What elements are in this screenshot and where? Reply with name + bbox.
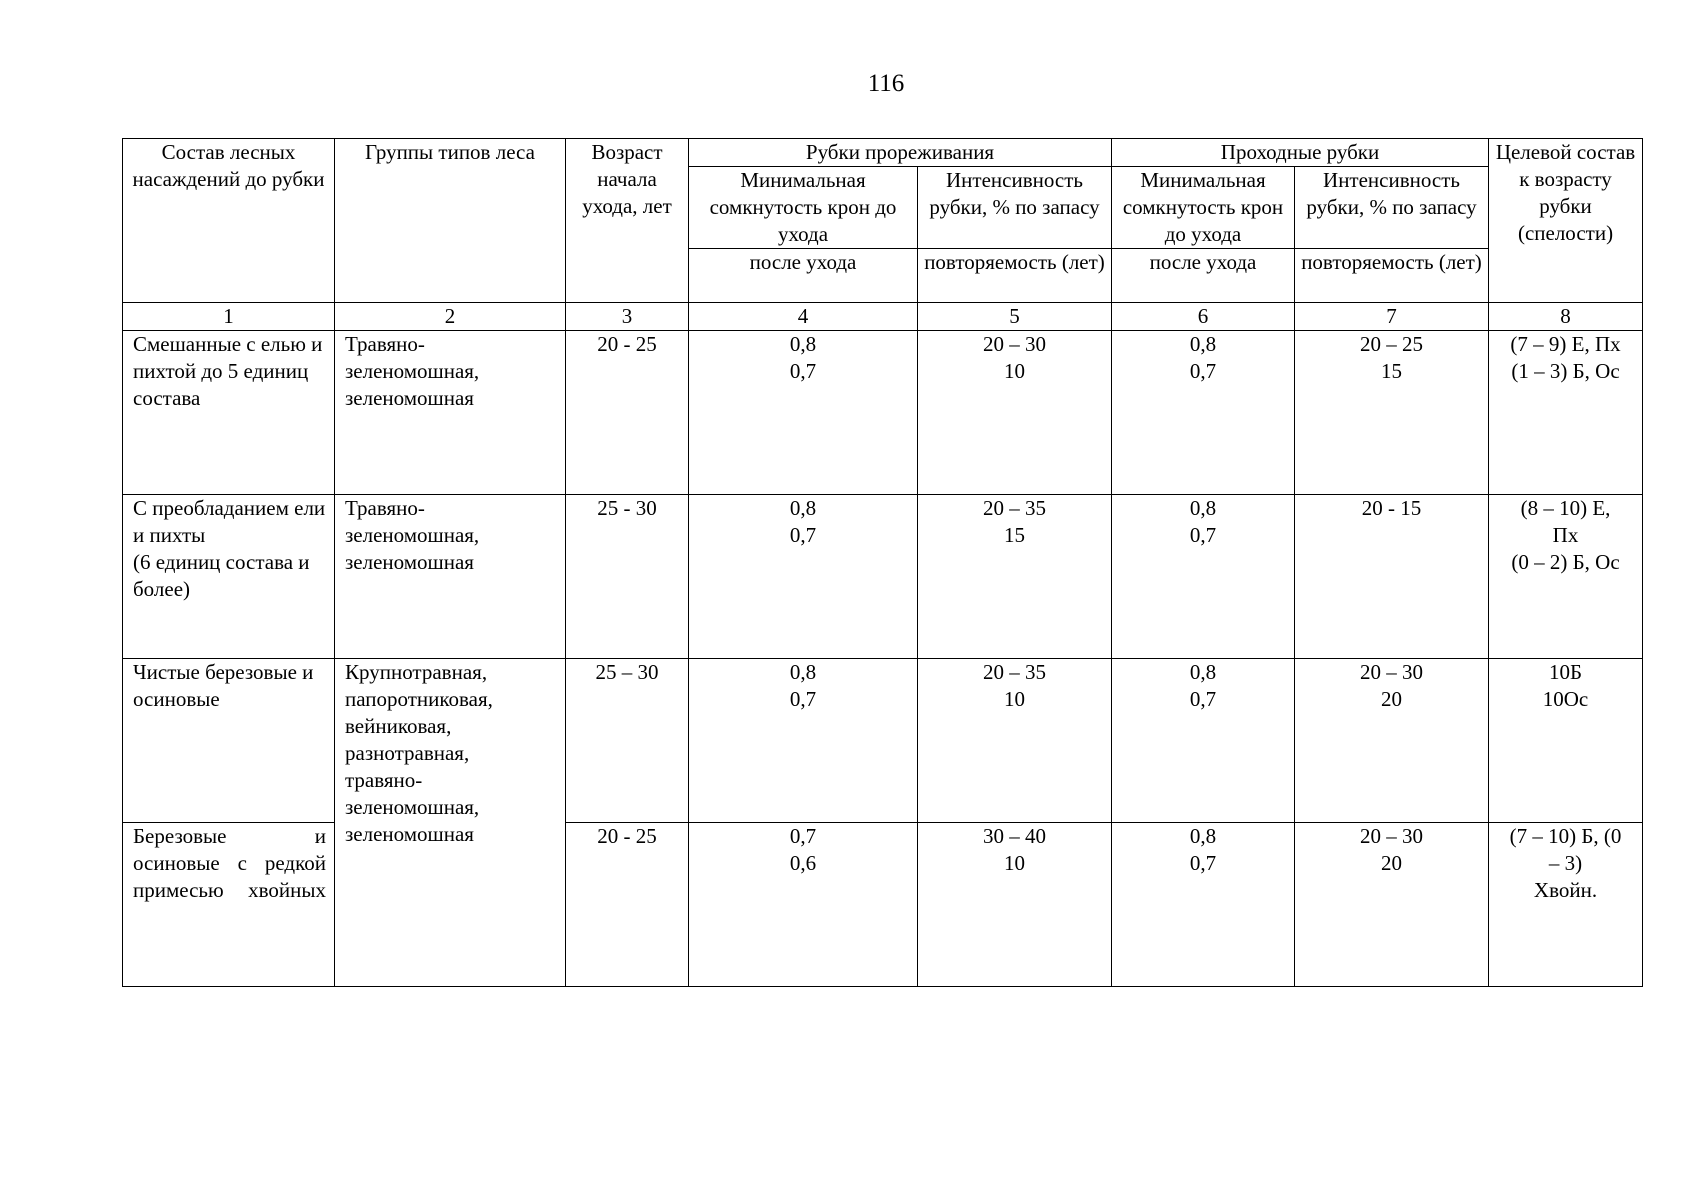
cell-age: 25 – 30: [566, 659, 689, 823]
cell-pass-intensity: 20 – 30 20: [1295, 659, 1489, 823]
forest-care-table: [122, 138, 1643, 987]
header-min-density: Минимальная сомкнутость крон до ухода: [689, 167, 918, 249]
column-number: 1: [123, 303, 335, 331]
header-composition: Состав лесных насаждений до рубки: [123, 139, 335, 303]
column-number: 6: [1112, 303, 1295, 331]
cell-pass-density: 0,8 0,7: [1112, 823, 1295, 987]
cell-pass-density: 0,8 0,7: [1112, 331, 1295, 495]
header-target-composition: Целевой состав к возрасту рубки (спелости): [1489, 139, 1643, 303]
cell-thin-intensity: 30 – 40 10: [918, 823, 1112, 987]
cell-composition: Смешанные с елью и пихтой до 5 единиц состава: [123, 331, 335, 495]
cell-composition: Березовые и осиновые с редкой примесью хвойных: [123, 823, 335, 987]
cell-age: 25 - 30: [566, 495, 689, 659]
cell-thin-intensity: 20 – 30 10: [918, 331, 1112, 495]
column-number: 2: [335, 303, 566, 331]
column-number: 4: [689, 303, 918, 331]
cell-thin-intensity: 20 – 35 10: [918, 659, 1112, 823]
cell-thin-density: 0,8 0,7: [689, 659, 918, 823]
header-passing-cuts: Проходные рубки: [1112, 139, 1489, 167]
cell-thin-intensity: 20 – 35 15: [918, 495, 1112, 659]
header-repeat: повторяемость (лет): [918, 249, 1112, 303]
cell-composition: С преобладанием ели и пихты (6 единиц состава и более): [123, 495, 335, 659]
table-row: [123, 659, 1643, 823]
header-intensity-passing: Интенсивность рубки, % по запасу: [1295, 167, 1489, 249]
cell-age: 20 - 25: [566, 331, 689, 495]
column-number: 5: [918, 303, 1112, 331]
column-number: 3: [566, 303, 689, 331]
cell-pass-intensity: 20 – 30 20: [1295, 823, 1489, 987]
column-number: 7: [1295, 303, 1489, 331]
cell-pass-density: 0,8 0,7: [1112, 495, 1295, 659]
cell-pass-density: 0,8 0,7: [1112, 659, 1295, 823]
cell-composition: Чистые березовые и осиновые: [123, 659, 335, 823]
cell-thin-density: 0,8 0,7: [689, 331, 918, 495]
cell-target: (8 – 10) Е, Пх (0 – 2) Б, Ос: [1489, 495, 1643, 659]
table-row: [123, 495, 1643, 659]
header-intensity: Интенсивность рубки, % по запасу: [918, 167, 1112, 249]
cell-thin-density: 0,7 0,6: [689, 823, 918, 987]
cell-thin-density: 0,8 0,7: [689, 495, 918, 659]
column-number: 8: [1489, 303, 1643, 331]
header-after-care: после ухода: [689, 249, 918, 303]
cell-age: 20 - 25: [566, 823, 689, 987]
header-min-density-passing: Минимальная сомкнутость крон до ухода: [1112, 167, 1295, 249]
cell-target: (7 – 10) Б, (0 – 3) Хвойн.: [1489, 823, 1643, 987]
cell-forest-types: Травяно- зеленомошная, зеленомошная: [335, 495, 566, 659]
page-number: 116: [867, 70, 905, 97]
cell-forest-types: Травяно- зеленомошная, зеленомошная: [335, 331, 566, 495]
cell-pass-intensity: 20 – 25 15: [1295, 331, 1489, 495]
cell-target: (7 – 9) Е, Пх (1 – 3) Б, Ос: [1489, 331, 1643, 495]
header-age: Возраст начала ухода, лет: [566, 139, 689, 303]
header-thinning: Рубки прореживания: [689, 139, 1112, 167]
cell-target: 10Б 10Ос: [1489, 659, 1643, 823]
header-repeat-passing: повторяемость (лет): [1295, 249, 1489, 303]
header-forest-types: Группы типов леса: [335, 139, 566, 303]
cell-pass-intensity: 20 - 15: [1295, 495, 1489, 659]
table-row: [123, 331, 1643, 495]
header-after-care-passing: после ухода: [1112, 249, 1295, 303]
cell-forest-types: Крупнотравная, папоротниковая, вейниковая, разнотравная, травяно- зеленомошная, зеленомошная: [335, 659, 566, 987]
